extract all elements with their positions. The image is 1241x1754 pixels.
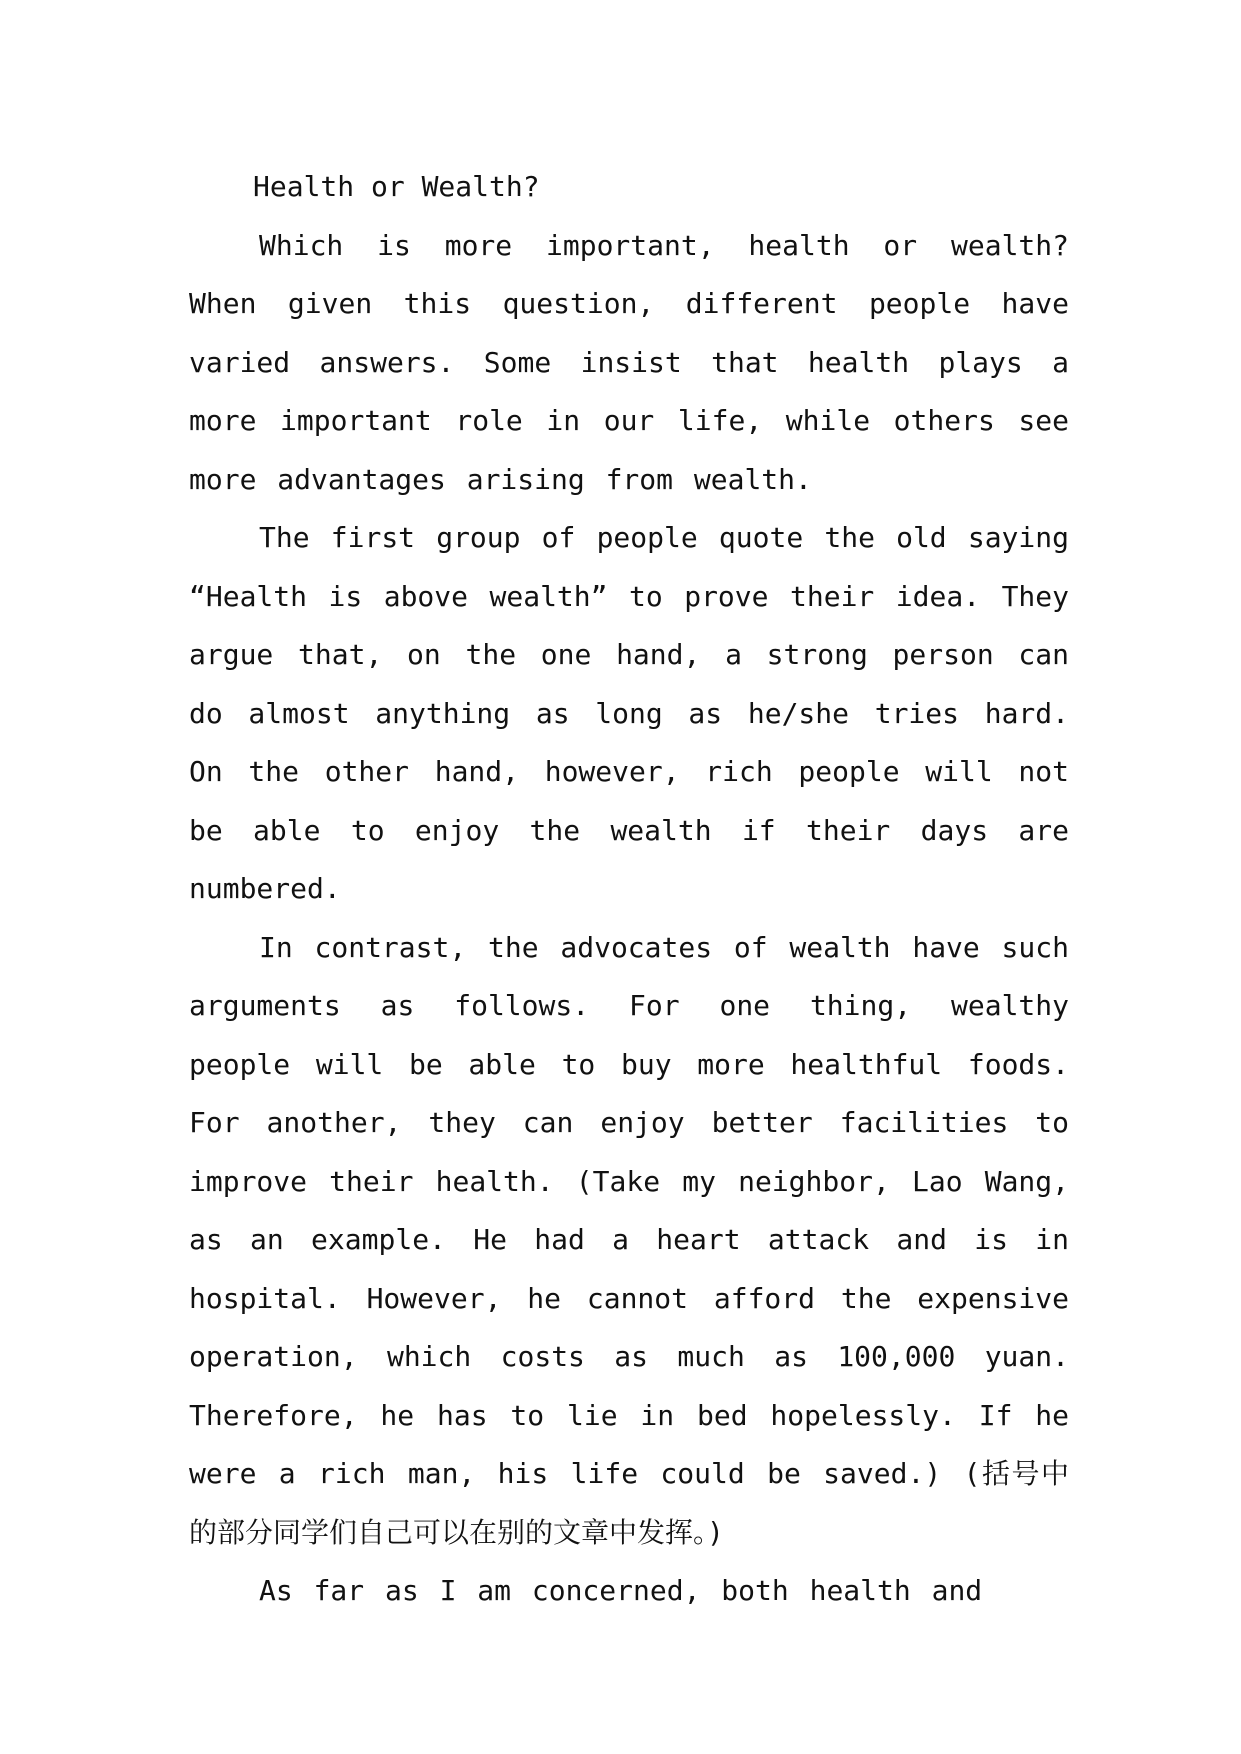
paragraph-conclusion: As far as I am concerned, both health and bbox=[259, 1574, 983, 1607]
paragraph-health-view: The first group of people quote the old saying “Health is above wealth” to prove their idea. They argue that, on the one hand, a strong person can do almost anything as long as he/she tries hard. On the other hand, however, rich people will not be able to enjoy the wealth if their days are numbered. bbox=[189, 521, 1069, 905]
paragraph-intro: Which is more important, health or wealth? When given this question, different people have varied answers. Some insist that health plays a more important role in our life, while others see more advantages arising from wealth. bbox=[189, 228, 1069, 496]
document-body bbox=[189, 158, 1069, 1621]
document-title: Health or Wealth? bbox=[253, 170, 540, 203]
paragraph-wealth-view: In contrast, the advocates of wealth have such arguments as follows. For one thing, wealthy people will be able to buy more healthful foods. For another, they can enjoy better facilities to improve their health. (Take my neighbor, Lao Wang, as an example. He had a heart attack and is in hospital. However, he cannot afford the expensive operation, which costs as much as 100,000 yuan. Therefore, he has to lie in bed hopelessly. If he were a rich man, his life could be saved.) (括号中的部分同学们自己可以在别的文章中发挥。) bbox=[189, 930, 1069, 1549]
